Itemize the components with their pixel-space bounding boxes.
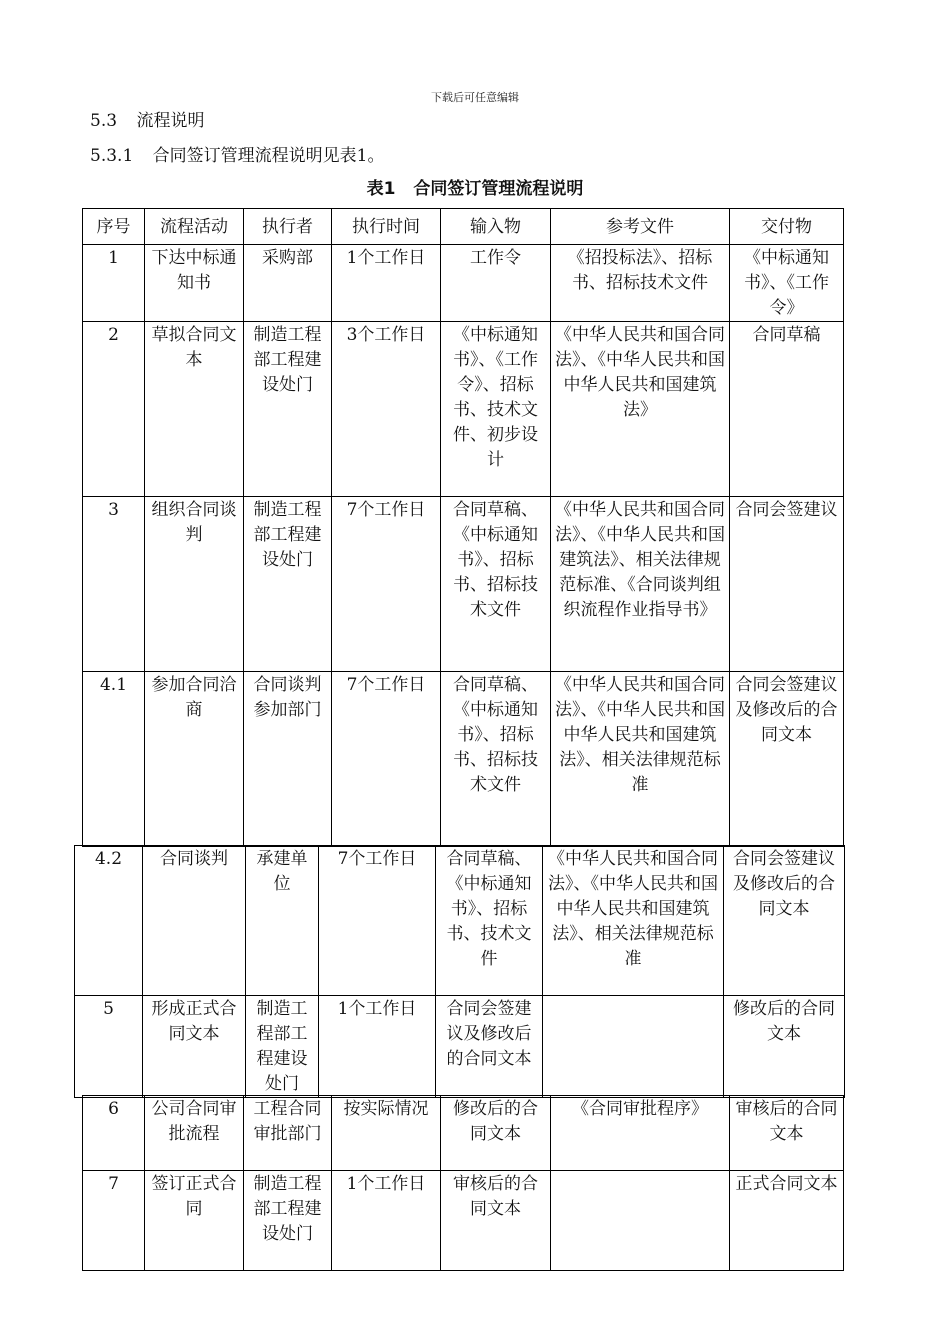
table-cell: 合同会签建议及修改后的合同文本: [724, 846, 845, 996]
table-row: [75, 996, 845, 1098]
table-cell: 《合同审批程序》: [551, 1096, 730, 1171]
table-cell: 合同谈判参加部门: [244, 672, 332, 847]
table-row: [83, 1096, 844, 1171]
table-caption-title: 合同签订管理流程说明: [413, 179, 584, 199]
table-cell: [543, 996, 724, 1098]
table-cell: 合同草稿、《中标通知书》、招标书、招标技术文件: [441, 497, 551, 672]
table-cell: 修改后的合同文本: [441, 1096, 551, 1171]
table-cell: 《中华人民共和国合同法》、《中华人民共和国建筑法》、相关法律规范标准、《合同谈判组织流程作业指导书》: [551, 497, 730, 672]
table-cell: 6: [83, 1096, 145, 1171]
process-table-final-rows: [82, 1095, 844, 1271]
table-cell: 采购部: [244, 245, 332, 322]
header-cell: 交付物: [730, 209, 844, 245]
table-cell: 修改后的合同文本: [724, 996, 845, 1098]
header-cell: 输入物: [441, 209, 551, 245]
table-cell: 承建单位: [246, 846, 319, 996]
subsection-text-line: [90, 141, 385, 166]
table-cell: 合同会签建议及修改后的合同文本: [436, 996, 543, 1098]
table-cell: 4.1: [83, 672, 145, 847]
table-cell: 工作令: [441, 245, 551, 322]
table-cell: [551, 1171, 730, 1271]
table-cell: 按实际情况: [332, 1096, 441, 1171]
table-row: [75, 846, 845, 996]
table-cell: 审核后的合同文本: [441, 1171, 551, 1271]
table-cell: 1个工作日: [332, 245, 441, 322]
table-cell: 下达中标通知书: [145, 245, 244, 322]
header-cell: 流程活动: [145, 209, 244, 245]
section-title: 流程说明: [136, 111, 205, 131]
table-cell: 7个工作日: [319, 846, 436, 996]
table-cell: 工程合同审批部门: [244, 1096, 332, 1171]
header-cell: 序号: [83, 209, 145, 245]
table-cell: 合同草稿、《中标通知书》、招标书、招标技术文件: [441, 672, 551, 847]
header-cell: 执行者: [244, 209, 332, 245]
table-cell: 合同草稿、《中标通知书》、招标书、技术文件: [436, 846, 543, 996]
table-cell: 1个工作日: [319, 996, 436, 1098]
table-row: [83, 497, 844, 672]
table-cell: 公司合同审批流程: [145, 1096, 244, 1171]
table-row: [83, 322, 844, 497]
table-cell: 《中华人民共和国合同法》、《中华人民共和国中华人民共和国建筑法》、相关法律规范标准: [543, 846, 724, 996]
table-cell: 组织合同谈判: [145, 497, 244, 672]
header-cell: 执行时间: [332, 209, 441, 245]
table-cell: 合同会签建议及修改后的合同文本: [730, 672, 844, 847]
table-cell: 5: [75, 996, 143, 1098]
table-row: [83, 672, 844, 847]
table-cell: 制造工程部工程建设处门: [244, 322, 332, 497]
process-table-shifted-rows: [74, 845, 845, 1098]
table-cell: 草拟合同文本: [145, 322, 244, 497]
table-cell: 1个工作日: [332, 1171, 441, 1271]
process-table: [82, 208, 844, 847]
table-row: [83, 1171, 844, 1271]
table-cell: 制造工程部工程建设处门: [244, 1171, 332, 1271]
table-cell: 《中标通知书》、《工作令》: [730, 245, 844, 322]
table-cell: 7个工作日: [332, 672, 441, 847]
table-cell: 正式合同文本: [730, 1171, 844, 1271]
table-caption-label: 表1: [366, 179, 396, 199]
table-cell: 制造工程部工程建设处门: [244, 497, 332, 672]
table-cell: 7个工作日: [332, 497, 441, 672]
header-note: 下载后可任意编辑: [431, 91, 519, 104]
table-cell: 1: [83, 245, 145, 322]
table-cell: 3个工作日: [332, 322, 441, 497]
table-cell: 《中标通知书》、《工作令》、招标书、技术文件、初步设计: [441, 322, 551, 497]
table-cell: 《中华人民共和国合同法》、《中华人民共和国中华人民共和国建筑法》: [551, 322, 730, 497]
table-cell: 《招投标法》、招标书、招标技术文件: [551, 245, 730, 322]
table-cell: 签订正式合同: [145, 1171, 244, 1271]
table-header-row: [83, 209, 844, 245]
table-cell: 2: [83, 322, 145, 497]
table-cell: 合同谈判: [143, 846, 246, 996]
table-caption: [0, 174, 950, 199]
table-cell: 7: [83, 1171, 145, 1271]
table-cell: 参加合同洽商: [145, 672, 244, 847]
header-cell: 参考文件: [551, 209, 730, 245]
table-cell: 审核后的合同文本: [730, 1096, 844, 1171]
table-cell: 形成正式合同文本: [143, 996, 246, 1098]
table-cell: 3: [83, 497, 145, 672]
table-row: [83, 245, 844, 322]
table-cell: 合同会签建议: [730, 497, 844, 672]
table-cell: 制造工程部工程建设处门: [246, 996, 319, 1098]
table-cell: 《中华人民共和国合同法》、《中华人民共和国中华人民共和国建筑法》、相关法律规范标准: [551, 672, 730, 847]
subsection-text: 合同签订管理流程说明见表1。: [152, 146, 385, 166]
subsection-number: 5.3.1: [90, 146, 134, 166]
table-cell: 4.2: [75, 846, 143, 996]
section-heading: [90, 106, 204, 131]
section-number: 5.3: [90, 111, 118, 131]
table-cell: 合同草稿: [730, 322, 844, 497]
